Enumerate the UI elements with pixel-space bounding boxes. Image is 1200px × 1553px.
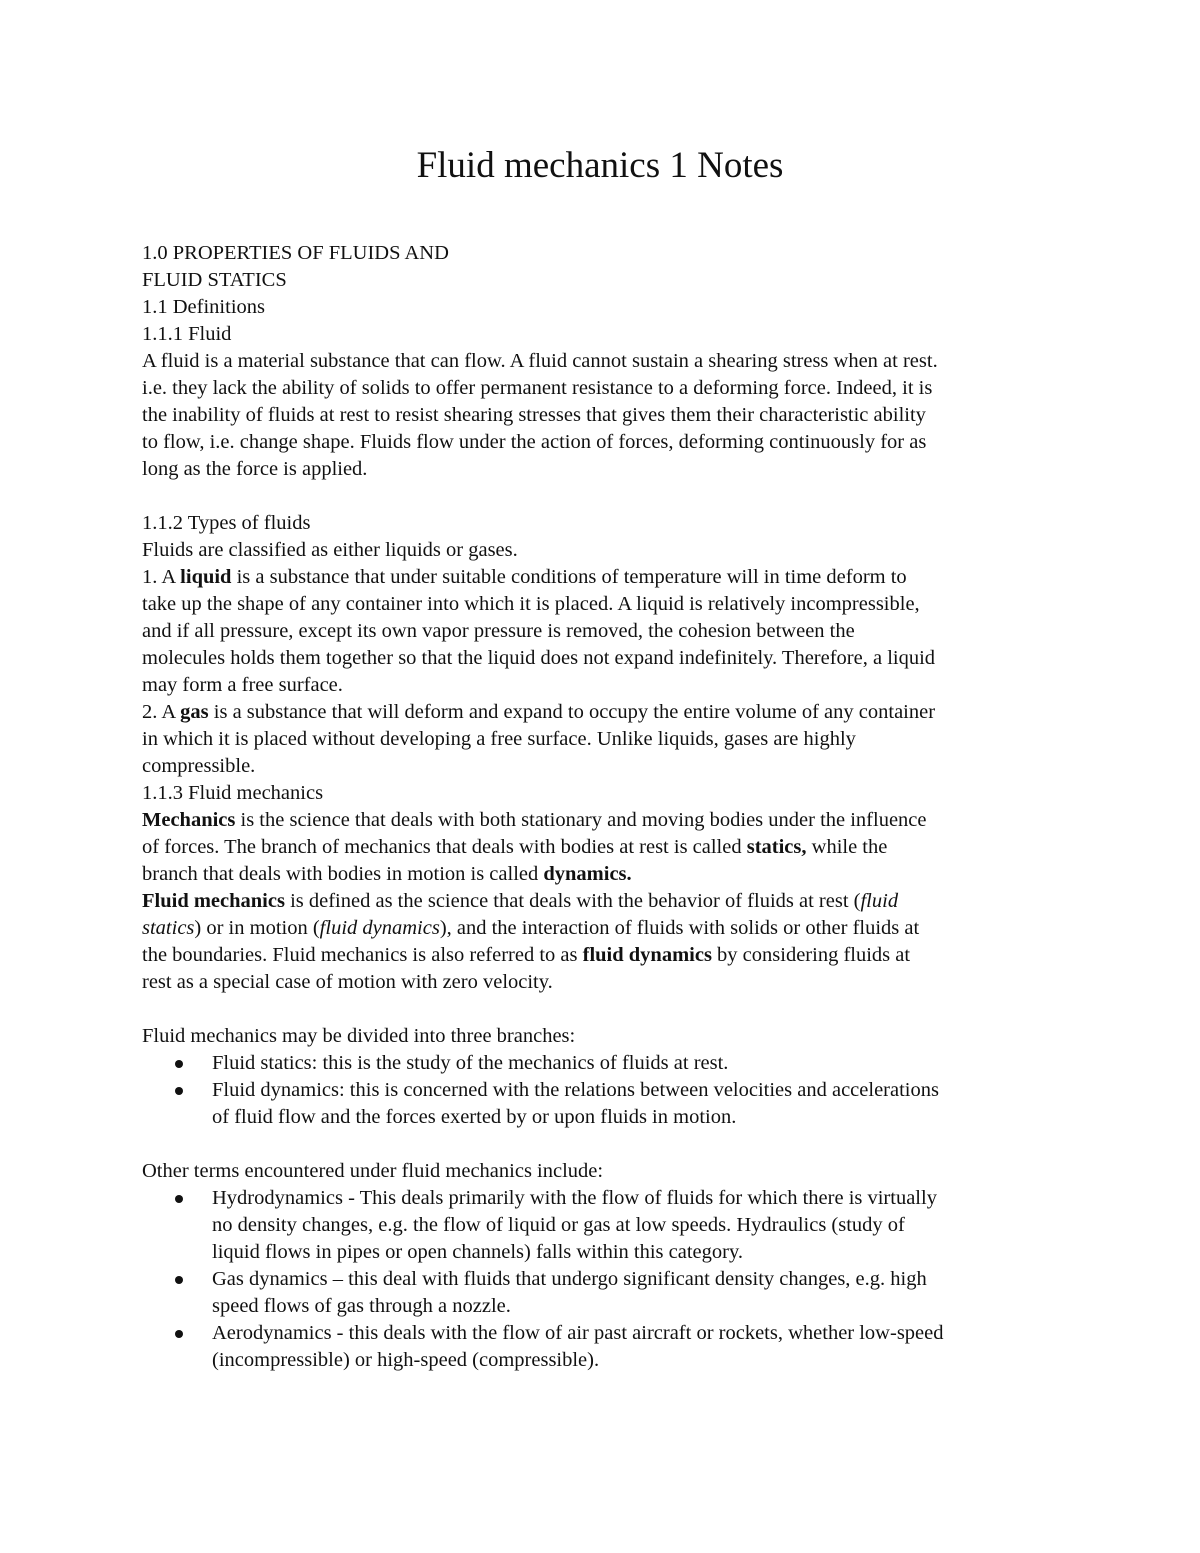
text-run: is defined as the science that deals with the behavior of fluids at rest (	[284, 890, 861, 912]
bullet-icon	[175, 1195, 183, 1203]
text-run: while the	[806, 836, 888, 858]
paragraph-spacer	[142, 483, 1062, 510]
paragraph-line	[142, 888, 1062, 915]
paragraph-line	[142, 699, 1062, 726]
text-run: the boundaries. Fluid mechanics is also referred to as	[142, 944, 583, 966]
section-heading: 1.0 PROPERTIES OF FLUIDS AND	[142, 242, 449, 264]
bold-term: statics,	[746, 836, 807, 858]
paragraph-line	[142, 915, 1062, 942]
bold-term: Fluid mechanics	[142, 890, 285, 912]
paragraph-line: A fluid is a material substance that can flow. A fluid cannot sustain a shearing stress when at rest.	[142, 350, 938, 372]
bullet-icon	[175, 1276, 183, 1284]
list-item	[142, 1320, 1062, 1374]
list-item-line: Hydrodynamics - This deals primarily with the flow of fluids for which there is virtually	[212, 1187, 937, 1209]
list-item	[142, 1050, 1062, 1077]
paragraph-line: in which it is placed without developing a free surface. Unlike liquids, gases are highly	[142, 728, 856, 750]
branches-list	[142, 1050, 1062, 1131]
paragraph-spacer	[142, 996, 1062, 1023]
list-item-line: speed flows of gas through a nozzle.	[212, 1295, 511, 1317]
paragraph-line: i.e. they lack the ability of solids to offer permanent resistance to a deforming force. Indeed, it is	[142, 377, 933, 399]
paragraph-line: Fluid mechanics may be divided into three branches:	[142, 1025, 576, 1047]
paragraph-line: take up the shape of any container into which it is placed. A liquid is relatively incompressible,	[142, 593, 920, 615]
text-run: ), and the interaction of fluids with solids or other fluids at	[439, 917, 920, 939]
list-item-line: Aerodynamics - this deals with the flow of air past aircraft or rockets, whether low-speed	[212, 1322, 944, 1344]
text-run: branch that deals with bodies in motion is called	[142, 863, 544, 885]
list-item-line: Fluid dynamics: this is concerned with the relations between velocities and accelerations	[212, 1079, 939, 1101]
italic-term: statics	[142, 917, 195, 939]
bullet-icon	[175, 1060, 183, 1068]
bold-term: gas	[180, 701, 209, 723]
list-item-line: Fluid statics: this is the study of the mechanics of fluids at rest.	[212, 1052, 729, 1074]
list-item-line: liquid flows in pipes or open channels) falls within this category.	[212, 1241, 743, 1263]
paragraph-line: rest as a special case of motion with zero velocity.	[142, 971, 553, 993]
bold-term: liquid	[180, 566, 232, 588]
list-item	[142, 1185, 1062, 1266]
paragraph-line: long as the force is applied.	[142, 458, 368, 480]
italic-term: fluid dynamics	[319, 917, 440, 939]
bold-term: Mechanics	[142, 809, 236, 831]
paragraph-line: may form a free surface.	[142, 674, 343, 696]
paragraph-line	[142, 564, 1062, 591]
subsection-heading: 1.1 Definitions	[142, 296, 265, 318]
page-title: Fluid mechanics 1 Notes	[416, 145, 784, 186]
text-run: is a substance that will deform and expand to occupy the entire volume of any container	[208, 701, 936, 723]
list-item-line: (incompressible) or high-speed (compressible).	[212, 1349, 600, 1371]
bullet-icon	[175, 1330, 183, 1338]
paragraph-line: and if all pressure, except its own vapor pressure is removed, the cohesion between the	[142, 620, 855, 642]
bullet-icon	[175, 1087, 183, 1095]
subsection-heading: 1.1.1 Fluid	[142, 323, 232, 345]
paragraph-line: molecules holds them together so that the liquid does not expand indefinitely. Therefore, a liquid	[142, 647, 936, 669]
list-item	[142, 1266, 1062, 1320]
text-run: of forces. The branch of mechanics that deals with bodies at rest is called	[142, 836, 747, 858]
paragraph-line	[142, 807, 1062, 834]
list-item-line: no density changes, e.g. the flow of liquid or gas at low speeds. Hydraulics (study of	[212, 1214, 905, 1236]
text-run: ) or in motion (	[194, 917, 320, 939]
paragraph-line: the inability of fluids at rest to resist shearing stresses that gives them their characteristic ability	[142, 404, 926, 426]
text-run: is the science that deals with both stationary and moving bodies under the influence	[235, 809, 927, 831]
other-terms-list	[142, 1185, 1062, 1374]
subsection-heading: 1.1.2 Types of fluids	[142, 512, 311, 534]
italic-term: fluid	[860, 890, 899, 912]
list-item-line: Gas dynamics – this deal with fluids that undergo significant density changes, e.g. high	[212, 1268, 927, 1290]
paragraph-line	[142, 834, 1062, 861]
paragraph-line: Fluids are classified as either liquids or gases.	[142, 539, 518, 561]
paragraph-line: Other terms encountered under fluid mechanics include:	[142, 1160, 604, 1182]
text-run: by considering fluids at	[711, 944, 911, 966]
text-run: is a substance that under suitable conditions of temperature will in time deform to	[231, 566, 907, 588]
paragraph-line: compressible.	[142, 755, 256, 777]
bold-term: fluid dynamics	[582, 944, 712, 966]
text-run: 1. A	[142, 566, 181, 588]
paragraph-line	[142, 861, 1062, 888]
bold-term: dynamics.	[543, 863, 632, 885]
document-body	[142, 240, 1062, 1374]
text-run: 2. A	[142, 701, 181, 723]
paragraph-line	[142, 942, 1062, 969]
list-item-line: of fluid flow and the forces exerted by or upon fluids in motion.	[212, 1106, 737, 1128]
subsection-heading: 1.1.3 Fluid mechanics	[142, 782, 324, 804]
paragraph-line: to flow, i.e. change shape. Fluids flow under the action of forces, deforming continuously for as	[142, 431, 927, 453]
list-item	[142, 1077, 1062, 1131]
paragraph-spacer	[142, 1131, 1062, 1158]
section-heading: FLUID STATICS	[142, 269, 287, 291]
